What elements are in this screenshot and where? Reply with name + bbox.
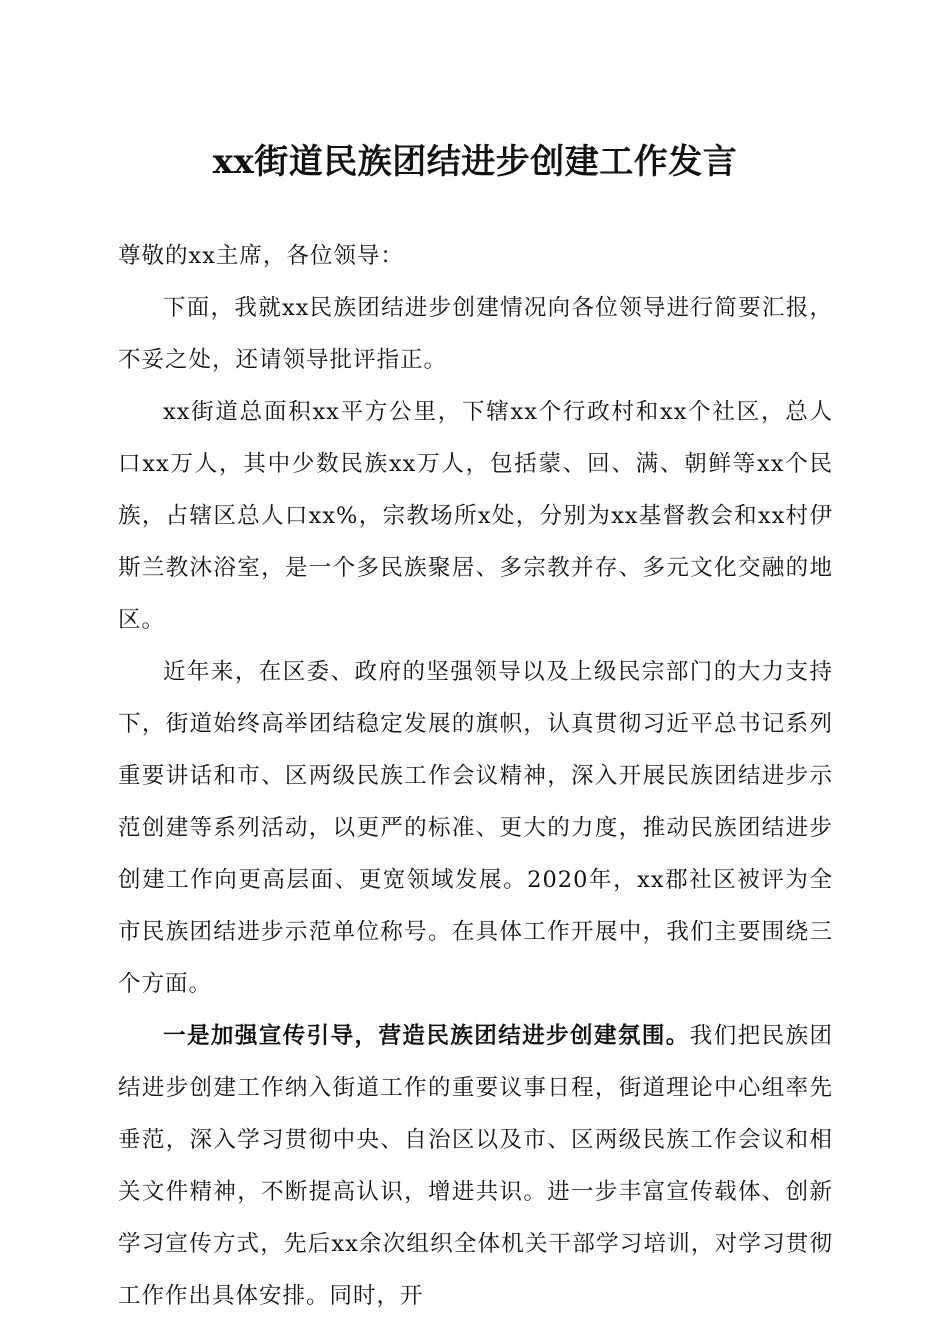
salutation: 尊敬的xx主席，各位领导： <box>118 243 404 269</box>
paragraph-text: xx街道总面积xx平方公里，下辖xx个行政村和xx个社区，总人口xx万人，其中少数民族xx万人，包括蒙、回、满、朝鲜等xx个民族，占辖区总人口xx%，宗教场所x处，分别为xx基督教会和xx村伊斯兰教沐浴室，是一个多民族聚居、多宗教并存、多元文化交融的地区。 <box>118 399 833 633</box>
paragraph-text: 我们把民族团结进步创建工作纳入街道工作的重要议事日程，街道理论中心组率先垂范，深入学习贯彻中央、自治区以及市、区两级民族工作会议和相关文件精神，不断提高认识，增进共识。进一步丰富宣传载体、创新学习宣传方式，先后xx余次组织全体机关干部学习培训，对学习贯彻工作作出具体安排。同时，开 <box>118 1023 833 1309</box>
paragraph-achievements <box>118 646 833 1010</box>
paragraph-overview <box>118 386 833 646</box>
paragraph-lead-heading: 一是加强宣传引导，营造民族团结进步创建氛围。 <box>163 1023 690 1049</box>
document-body <box>118 230 833 1322</box>
paragraph-point-one <box>118 1010 833 1322</box>
paragraph-text: 近年来，在区委、政府的坚强领导以及上级民宗部门的大力支持下，街道始终高举团结稳定发展的旗帜，认真贯彻习近平总书记系列重要讲话和市、区两级民族工作会议精神，深入开展民族团结进步示范创建等系列活动，以更严的标准、更大的力度，推动民族团结进步创建工作向更高层面、更宽领域发展。2020年，xx郡社区被评为全市民族团结进步示范单位称号。在具体工作开展中，我们主要围绕三个方面。 <box>118 659 833 997</box>
paragraph-text: 下面，我就xx民族团结进步创建情况向各位领导进行简要汇报，不妥之处，还请领导批评指正。 <box>118 295 833 373</box>
paragraph-intro <box>118 282 833 386</box>
document-title: xx街道民族团结进步创建工作发言 <box>212 142 738 182</box>
